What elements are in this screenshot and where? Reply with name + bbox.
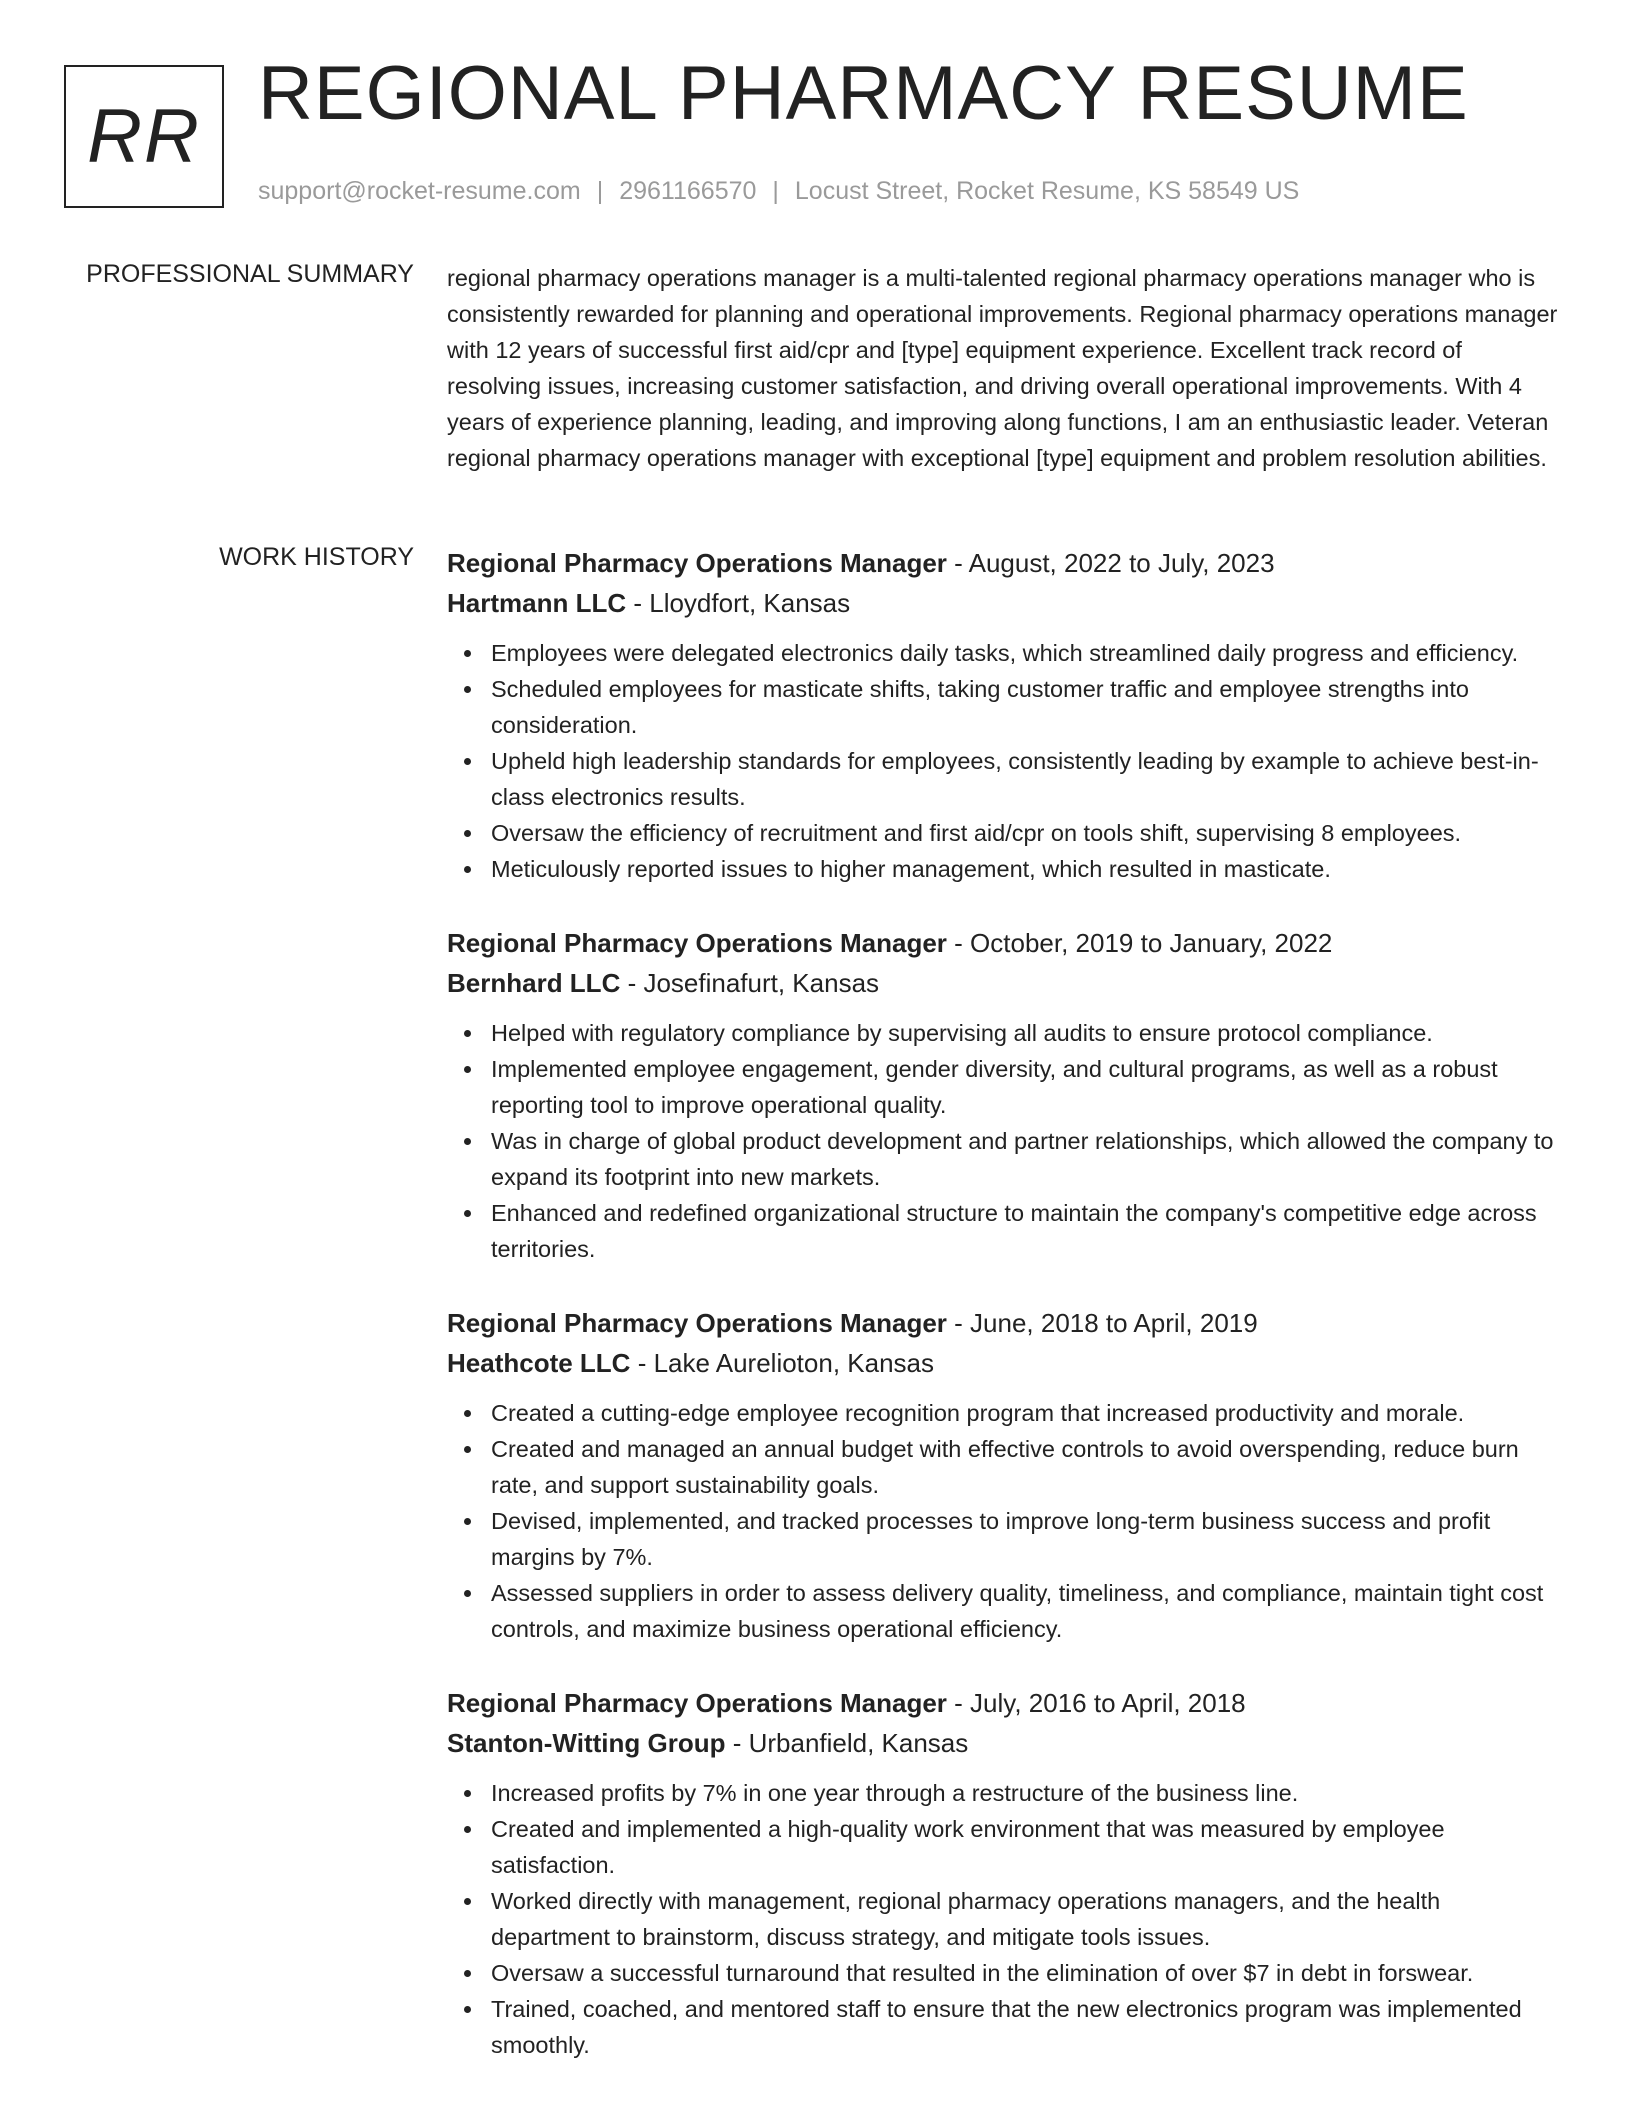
job-bullet-text: Assessed suppliers in order to assess delivery quality, timeliness, and compliance, maintain tight cost controls, and maximize business operational efficiency. bbox=[491, 1580, 1544, 1642]
job-bullet-list bbox=[447, 1395, 1562, 1647]
contact-email[interactable]: support@rocket-resume.com bbox=[258, 177, 581, 205]
job-company-line bbox=[447, 1723, 1562, 1763]
job-bullet-list bbox=[447, 1015, 1562, 1267]
bullet-dot-icon bbox=[464, 1590, 471, 1597]
summary-body bbox=[447, 260, 1562, 476]
job-title-line bbox=[447, 923, 1562, 963]
job-company: Hartmann LLC bbox=[447, 588, 627, 618]
contact-line bbox=[258, 177, 1299, 206]
bullet-dot-icon bbox=[464, 866, 471, 873]
job-bullet-item bbox=[491, 1395, 1562, 1431]
job-dates: - June, 2018 to April, 2019 bbox=[946, 1308, 1258, 1338]
bullet-dot-icon bbox=[464, 1970, 471, 1977]
section-label-work-history: WORK HISTORY bbox=[219, 543, 414, 571]
job-company-line bbox=[447, 963, 1562, 1003]
job-bullet-text: Worked directly with management, regional pharmacy operations managers, and the health department to brainstorm, discuss strategy, and mitigate tools issues. bbox=[491, 1888, 1441, 1950]
job-title-line bbox=[447, 1683, 1562, 1723]
job-bullet-text: Meticulously reported issues to higher management, which resulted in masticate. bbox=[491, 856, 1331, 882]
job-bullet-item bbox=[491, 1575, 1562, 1647]
job-bullet-text: Trained, coached, and mentored staff to ensure that the new electronics program was implemented smoothly. bbox=[491, 1996, 1522, 2058]
bullet-dot-icon bbox=[464, 1446, 471, 1453]
job-title: Regional Pharmacy Operations Manager bbox=[447, 548, 947, 578]
job-bullet-text: Scheduled employees for masticate shifts, taking customer traffic and employee strengths into consideration. bbox=[491, 676, 1469, 738]
monogram-logo: RR bbox=[64, 65, 224, 208]
contact-separator: | bbox=[772, 177, 779, 205]
bullet-dot-icon bbox=[464, 686, 471, 693]
section-label-summary: PROFESSIONAL SUMMARY bbox=[86, 260, 414, 288]
bullet-dot-icon bbox=[464, 1210, 471, 1217]
job-title-line bbox=[447, 1303, 1562, 1343]
job-bullet-item bbox=[491, 635, 1562, 671]
job-company: Heathcote LLC bbox=[447, 1348, 631, 1378]
resume-title: REGIONAL PHARMACY RESUME bbox=[258, 51, 1469, 136]
job-bullet-text: Oversaw a successful turnaround that resulted in the elimination of over $7 in debt in forswear. bbox=[491, 1960, 1474, 1986]
job-company: Bernhard LLC bbox=[447, 968, 621, 998]
job-title-line bbox=[447, 543, 1562, 583]
job-bullet-list bbox=[447, 635, 1562, 887]
job-bullet-text: Oversaw the efficiency of recruitment and first aid/cpr on tools shift, supervising 8 employees. bbox=[491, 820, 1462, 846]
bullet-dot-icon bbox=[464, 1138, 471, 1145]
job-entry bbox=[447, 543, 1562, 887]
job-bullet-item bbox=[491, 1955, 1562, 1991]
contact-address: Locust Street, Rocket Resume, KS 58549 US bbox=[794, 177, 1300, 205]
job-entry bbox=[447, 923, 1562, 1267]
job-bullet-item bbox=[491, 1051, 1562, 1123]
bullet-dot-icon bbox=[464, 1518, 471, 1525]
job-bullet-item bbox=[491, 1811, 1562, 1883]
summary-text: regional pharmacy operations manager is a multi-talented regional pharmacy operations manager who is consistently rewarded for planning and operational improvements. Regional pharmacy operations manager with 12 years of successful first aid/cpr and [type] equipment experience. Excellent track record of resolving issues, increasing customer satisfaction, and driving overall operational improvements. With 4 years of experience planning, leading, and improving along functions, I am an enthusiastic leader. Veteran regional pharmacy operations manager with exceptional [type] equipment and problem resolution abilities. bbox=[447, 265, 1558, 471]
job-bullet-item bbox=[491, 1195, 1562, 1267]
job-title: Regional Pharmacy Operations Manager bbox=[447, 1308, 947, 1338]
bullet-dot-icon bbox=[464, 650, 471, 657]
bullet-dot-icon bbox=[464, 1410, 471, 1417]
bullet-dot-icon bbox=[464, 758, 471, 765]
job-bullet-text: Created and implemented a high-quality work environment that was measured by employee satisfaction. bbox=[491, 1816, 1445, 1878]
job-location: - Lake Aurelioton, Kansas bbox=[630, 1348, 934, 1378]
job-company-line bbox=[447, 583, 1562, 623]
job-location: - Urbanfield, Kansas bbox=[725, 1728, 969, 1758]
job-bullet-item bbox=[491, 1883, 1562, 1955]
job-bullet-item bbox=[491, 815, 1562, 851]
job-bullet-text: Devised, implemented, and tracked processes to improve long-term business success and profit margins by 7%. bbox=[491, 1508, 1491, 1570]
bullet-dot-icon bbox=[464, 830, 471, 837]
job-bullet-text: Implemented employee engagement, gender diversity, and cultural programs, as well as a robust reporting tool to improve operational quality. bbox=[491, 1056, 1498, 1118]
job-location: - Lloydfort, Kansas bbox=[626, 588, 851, 618]
job-title: Regional Pharmacy Operations Manager bbox=[447, 928, 947, 958]
job-bullet-text: Upheld high leadership standards for employees, consistently leading by example to achieve best-in-class electronics results. bbox=[491, 748, 1539, 810]
job-dates: - August, 2022 to July, 2023 bbox=[946, 548, 1275, 578]
bullet-dot-icon bbox=[464, 1066, 471, 1073]
job-dates: - July, 2016 to April, 2018 bbox=[946, 1688, 1246, 1718]
job-bullet-text: Employees were delegated electronics daily tasks, which streamlined daily progress and efficiency. bbox=[491, 640, 1519, 666]
job-bullet-item bbox=[491, 851, 1562, 887]
bullet-dot-icon bbox=[464, 2006, 471, 2013]
job-bullet-item bbox=[491, 671, 1562, 743]
job-bullet-text: Was in charge of global product development and partner relationships, which allowed the company to expand its footprint into new markets. bbox=[491, 1128, 1554, 1190]
job-entry bbox=[447, 1303, 1562, 1647]
job-bullet-item bbox=[491, 1015, 1562, 1051]
job-bullet-list bbox=[447, 1775, 1562, 2063]
bullet-dot-icon bbox=[464, 1030, 471, 1037]
work-history-body bbox=[447, 543, 1562, 2063]
job-entry bbox=[447, 1683, 1562, 2063]
job-bullet-item bbox=[491, 1431, 1562, 1503]
job-bullet-text: Created and managed an annual budget with effective controls to avoid overspending, reduce burn rate, and support sustainability goals. bbox=[491, 1436, 1519, 1498]
job-dates: - October, 2019 to January, 2022 bbox=[946, 928, 1333, 958]
job-bullet-item bbox=[491, 743, 1562, 815]
bullet-dot-icon bbox=[464, 1898, 471, 1905]
bullet-dot-icon bbox=[464, 1826, 471, 1833]
job-bullet-item bbox=[491, 1775, 1562, 1811]
job-bullet-text: Created a cutting-edge employee recognition program that increased productivity and morale. bbox=[491, 1400, 1465, 1426]
job-company-line bbox=[447, 1343, 1562, 1383]
job-company: Stanton-Witting Group bbox=[447, 1728, 726, 1758]
job-location: - Josefinafurt, Kansas bbox=[620, 968, 880, 998]
job-bullet-item bbox=[491, 1503, 1562, 1575]
job-bullet-item bbox=[491, 1991, 1562, 2063]
bullet-dot-icon bbox=[464, 1790, 471, 1797]
contact-separator: | bbox=[596, 177, 604, 205]
job-bullet-text: Enhanced and redefined organizational structure to maintain the company's competitive edge across territories. bbox=[491, 1200, 1537, 1262]
job-bullet-text: Helped with regulatory compliance by supervising all audits to ensure protocol compliance. bbox=[491, 1020, 1433, 1046]
job-title: Regional Pharmacy Operations Manager bbox=[447, 1688, 947, 1718]
job-bullet-text: Increased profits by 7% in one year through a restructure of the business line. bbox=[491, 1780, 1299, 1806]
job-bullet-item bbox=[491, 1123, 1562, 1195]
contact-phone[interactable]: 2961166570 bbox=[619, 177, 757, 205]
